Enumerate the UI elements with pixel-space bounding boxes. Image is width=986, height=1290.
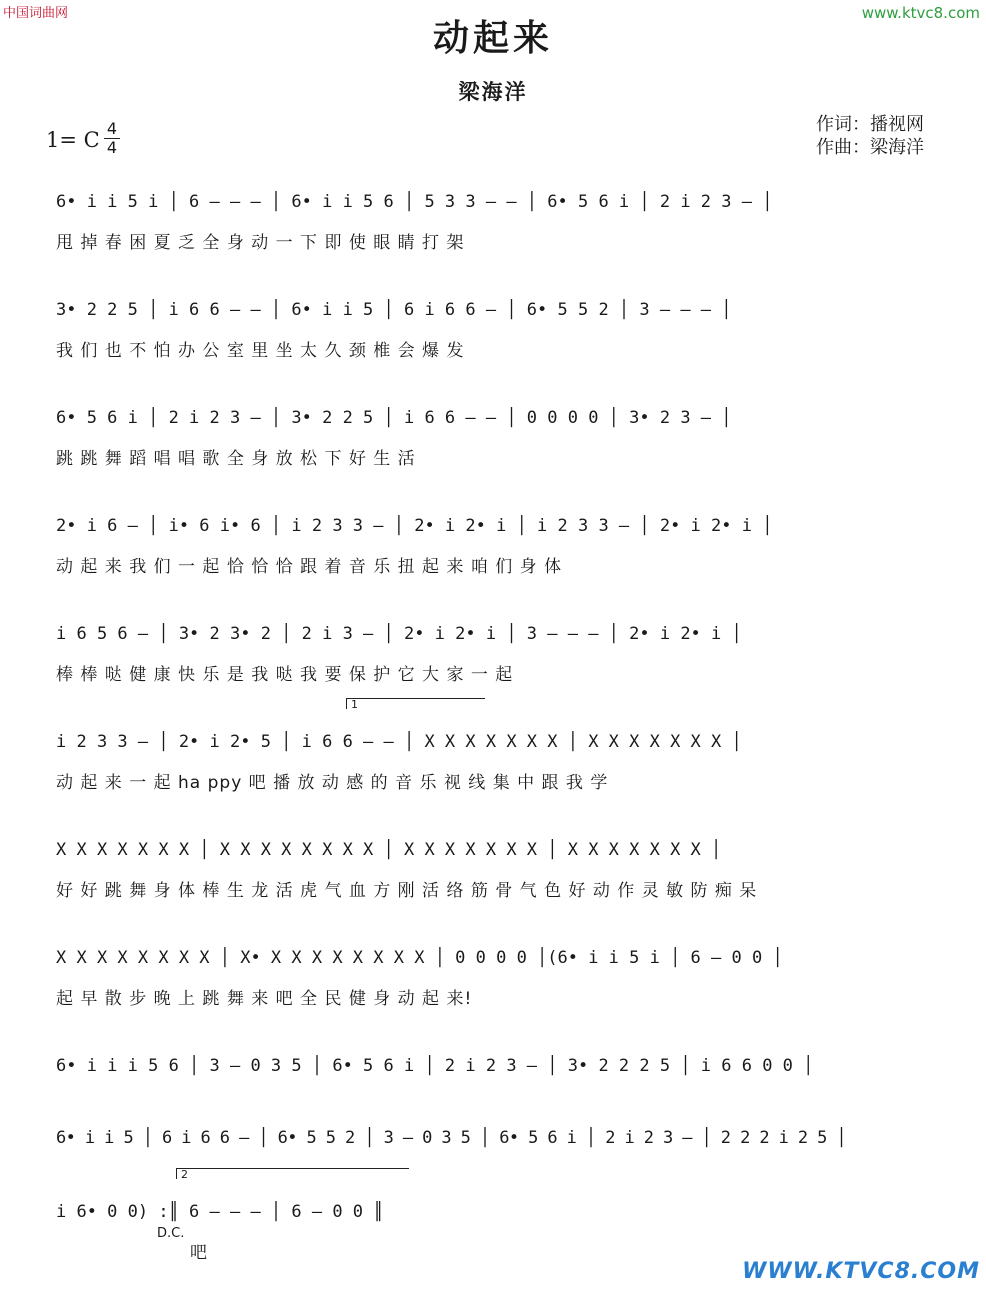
notation-line-8: X X X X X X X X │ X• X X X X X X X X │ 0 0 0 0 │(6• i i 5 i │ 6 – 0 0 │ <box>56 948 783 968</box>
watermark-top-left: 中国词曲网 <box>3 6 69 21</box>
key-signature: 1= C <box>46 128 100 152</box>
lyrics-line-4: 动 起 来 我 们 一 起 恰 恰 恰 跟 着 音 乐 扭 起 来 咱 们 身 体 <box>56 557 563 577</box>
notation-line-9: 6• i i i 5 6 │ 3 – 0 3 5 │ 6• 5 6 i │ 2 i 2 3 – │ 3• 2 2 2 5 │ i 6 6 0 0 │ <box>56 1056 814 1076</box>
watermark-top-right: www.ktvc8.com <box>861 4 980 22</box>
final-lyric: 吧 <box>190 1243 208 1263</box>
first-ending-bracket <box>346 698 485 709</box>
notation-line-5: i 6 5 6 – │ 3• 2 3• 2 │ 2 i 3 – │ 2• i 2• i │ 3 – – – │ 2• i 2• i │ <box>56 624 742 644</box>
meter-bottom: 4 <box>104 138 120 157</box>
notation-line-6: i 2 3 3 – │ 2• i 2• 5 │ i 6 6 – – │ X X X X X X X │ X X X X X X X │ <box>56 732 742 752</box>
lyricist-credit: 作词：播视网 <box>816 114 924 135</box>
notation-line-3: 6• 5 6 i │ 2 i 2 3 – │ 3• 2 2 5 │ i 6 6 – – │ 0 0 0 0 │ 3• 2 3 – │ <box>56 408 732 428</box>
lyrics-line-3: 跳 跳 舞 蹈 唱 唱 歌 全 身 放 松 下 好 生 活 <box>56 449 416 469</box>
singer-name: 梁海洋 <box>458 80 528 104</box>
lyrics-line-8: 起 早 散 步 晚 上 跳 舞 来 吧 全 民 健 身 动 起 来! <box>56 989 473 1009</box>
lyrics-line-1: 甩 掉 春 困 夏 乏 全 身 动 一 下 即 使 眼 睛 打 架 <box>56 233 465 253</box>
second-ending-number: 2 <box>181 1168 188 1181</box>
notation-line-1: 6• i i 5 i │ 6 – – – │ 6• i i 5 6 │ 5 3 3 – – │ 6• 5 6 i │ 2 i 2 3 – │ <box>56 192 773 212</box>
time-signature <box>104 120 120 157</box>
lyrics-line-7: 好 好 跳 舞 身 体 棒 生 龙 活 虎 气 血 方 刚 活 络 筋 骨 气 色 好 动 作 灵 敏 防 痴 呆 <box>56 881 758 901</box>
da-capo-mark: D.C. <box>157 1226 185 1241</box>
notation-line-11: i 6• 0 0) :║ 6 – – – │ 6 – 0 0 ║ <box>56 1202 384 1222</box>
notation-line-4: 2• i 6 – │ i• 6 i• 6 │ i 2 3 3 – │ 2• i 2• i │ i 2 3 3 – │ 2• i 2• i │ <box>56 516 773 536</box>
notation-line-2: 3• 2 2 5 │ i 6 6 – – │ 6• i i 5 │ 6 i 6 6 – │ 6• 5 5 2 │ 3 – – – │ <box>56 300 732 320</box>
watermark-bottom-right: WWW.KTVC8.COM <box>742 1259 980 1284</box>
first-ending-number: 1 <box>351 698 358 711</box>
notation-line-10: 6• i i 5 │ 6 i 6 6 – │ 6• 5 5 2 │ 3 – 0 3 5 │ 6• 5 6 i │ 2 i 2 3 – │ 2 2 2 i 2 5 │ <box>56 1128 847 1148</box>
lyrics-line-6: 动 起 来 一 起 ha ppy 吧 播 放 动 感 的 音 乐 视 线 集 中 跟 我 学 <box>56 773 609 793</box>
lyrics-line-2: 我 们 也 不 怕 办 公 室 里 坐 太 久 颈 椎 会 爆 发 <box>56 341 465 361</box>
meter-top: 4 <box>106 119 118 138</box>
composer-credit: 作曲：梁海洋 <box>816 137 924 158</box>
lyrics-line-5: 棒 棒 哒 健 康 快 乐 是 我 哒 我 要 保 护 它 大 家 一 起 <box>56 665 514 685</box>
second-ending-bracket <box>176 1168 409 1179</box>
notation-line-7: X X X X X X X │ X X X X X X X X │ X X X X X X X │ X X X X X X X │ <box>56 840 722 860</box>
song-title: 动起来 <box>432 18 553 59</box>
